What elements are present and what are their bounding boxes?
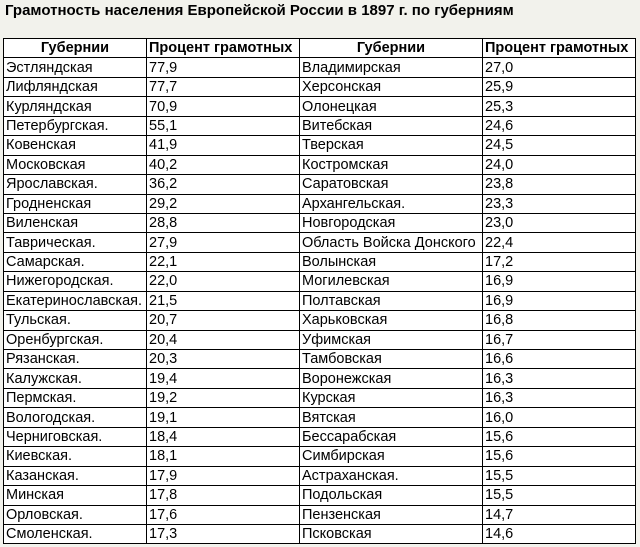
literacy-percent-cell: 17,8 xyxy=(147,486,300,505)
province-name-cell: Могилевская xyxy=(300,272,483,291)
province-name-cell: Псковская xyxy=(300,524,483,543)
header-province-1: Губернии xyxy=(4,39,147,58)
table-row xyxy=(4,194,636,213)
province-name-cell: Подольская xyxy=(300,486,483,505)
literacy-percent-cell: 24,6 xyxy=(483,116,636,135)
literacy-percent-cell: 24,5 xyxy=(483,136,636,155)
literacy-percent-cell: 15,5 xyxy=(483,486,636,505)
table-row xyxy=(4,252,636,271)
literacy-percent-cell: 16,3 xyxy=(483,369,636,388)
province-name-cell: Курская xyxy=(300,388,483,407)
province-name-cell: Орловская. xyxy=(4,505,147,524)
literacy-percent-cell: 19,1 xyxy=(147,408,300,427)
table-body xyxy=(4,58,636,544)
province-name-cell: Екатеринославская. xyxy=(4,291,147,310)
literacy-percent-cell: 17,9 xyxy=(147,466,300,485)
province-name-cell: Виленская xyxy=(4,213,147,232)
literacy-percent-cell: 20,3 xyxy=(147,350,300,369)
literacy-percent-cell: 17,3 xyxy=(147,524,300,543)
table-row xyxy=(4,388,636,407)
table-row xyxy=(4,77,636,96)
literacy-percent-cell: 19,2 xyxy=(147,388,300,407)
literacy-percent-cell: 17,6 xyxy=(147,505,300,524)
literacy-percent-cell: 23,0 xyxy=(483,213,636,232)
literacy-percent-cell: 16,0 xyxy=(483,408,636,427)
literacy-percent-cell: 77,9 xyxy=(147,58,300,77)
province-name-cell: Лифляндская xyxy=(4,77,147,96)
literacy-percent-cell: 22,1 xyxy=(147,252,300,271)
header-percent-2: Процент грамотных xyxy=(483,39,636,58)
province-name-cell: Владимирская xyxy=(300,58,483,77)
province-name-cell: Вологодская. xyxy=(4,408,147,427)
province-name-cell: Воронежская xyxy=(300,369,483,388)
province-name-cell: Ковенская xyxy=(4,136,147,155)
header-percent-1: Процент грамотных xyxy=(147,39,300,58)
literacy-percent-cell: 14,7 xyxy=(483,505,636,524)
province-name-cell: Тульская. xyxy=(4,311,147,330)
literacy-percent-cell: 23,3 xyxy=(483,194,636,213)
province-name-cell: Ярославская. xyxy=(4,175,147,194)
literacy-percent-cell: 41,9 xyxy=(147,136,300,155)
literacy-table xyxy=(3,38,636,544)
literacy-percent-cell: 77,7 xyxy=(147,77,300,96)
province-name-cell: Новгородская xyxy=(300,213,483,232)
literacy-percent-cell: 22,0 xyxy=(147,272,300,291)
literacy-percent-cell: 29,2 xyxy=(147,194,300,213)
literacy-percent-cell: 16,3 xyxy=(483,388,636,407)
literacy-percent-cell: 27,0 xyxy=(483,58,636,77)
literacy-percent-cell: 18,4 xyxy=(147,427,300,446)
province-name-cell: Архангельская. xyxy=(300,194,483,213)
province-name-cell: Курляндская xyxy=(4,97,147,116)
literacy-percent-cell: 20,7 xyxy=(147,311,300,330)
literacy-percent-cell: 16,9 xyxy=(483,291,636,310)
literacy-percent-cell: 17,2 xyxy=(483,252,636,271)
literacy-percent-cell: 55,1 xyxy=(147,116,300,135)
province-name-cell: Таврическая. xyxy=(4,233,147,252)
literacy-percent-cell: 16,6 xyxy=(483,350,636,369)
table-row xyxy=(4,427,636,446)
table-row xyxy=(4,233,636,252)
literacy-percent-cell: 15,6 xyxy=(483,427,636,446)
province-name-cell: Саратовская xyxy=(300,175,483,194)
province-name-cell: Витебская xyxy=(300,116,483,135)
province-name-cell: Симбирская xyxy=(300,447,483,466)
table-row xyxy=(4,505,636,524)
table-row xyxy=(4,311,636,330)
literacy-percent-cell: 28,8 xyxy=(147,213,300,232)
province-name-cell: Область Войска Донского xyxy=(300,233,483,252)
table-row xyxy=(4,213,636,232)
province-name-cell: Пензенская xyxy=(300,505,483,524)
table-row xyxy=(4,330,636,349)
literacy-percent-cell: 16,7 xyxy=(483,330,636,349)
province-name-cell: Киевская. xyxy=(4,447,147,466)
table-row xyxy=(4,350,636,369)
province-name-cell: Олонецкая xyxy=(300,97,483,116)
province-name-cell: Самарская. xyxy=(4,252,147,271)
province-name-cell: Костромская xyxy=(300,155,483,174)
literacy-percent-cell: 27,9 xyxy=(147,233,300,252)
province-name-cell: Черниговская. xyxy=(4,427,147,446)
page-title: Грамотность населения Европейской России в 1897 г. по губерниям xyxy=(5,2,514,19)
literacy-percent-cell: 25,9 xyxy=(483,77,636,96)
table-row xyxy=(4,466,636,485)
table-row xyxy=(4,272,636,291)
province-name-cell: Казанская. xyxy=(4,466,147,485)
province-name-cell: Волынская xyxy=(300,252,483,271)
province-name-cell: Пермская. xyxy=(4,388,147,407)
table-row xyxy=(4,155,636,174)
literacy-percent-cell: 70,9 xyxy=(147,97,300,116)
table-row xyxy=(4,58,636,77)
literacy-percent-cell: 40,2 xyxy=(147,155,300,174)
province-name-cell: Тверская xyxy=(300,136,483,155)
literacy-percent-cell: 19,4 xyxy=(147,369,300,388)
province-name-cell: Полтавская xyxy=(300,291,483,310)
literacy-percent-cell: 22,4 xyxy=(483,233,636,252)
province-name-cell: Астраханская. xyxy=(300,466,483,485)
province-name-cell: Петербургская. xyxy=(4,116,147,135)
table-row xyxy=(4,486,636,505)
literacy-percent-cell: 15,5 xyxy=(483,466,636,485)
table-row xyxy=(4,524,636,543)
literacy-percent-cell: 21,5 xyxy=(147,291,300,310)
province-name-cell: Рязанская. xyxy=(4,350,147,369)
table-row xyxy=(4,97,636,116)
province-name-cell: Калужская. xyxy=(4,369,147,388)
province-name-cell: Херсонская xyxy=(300,77,483,96)
literacy-percent-cell: 20,4 xyxy=(147,330,300,349)
literacy-percent-cell: 15,6 xyxy=(483,447,636,466)
table-row xyxy=(4,369,636,388)
header-province-2: Губернии xyxy=(300,39,483,58)
province-name-cell: Нижегородская. xyxy=(4,272,147,291)
province-name-cell: Смоленская. xyxy=(4,524,147,543)
province-name-cell: Минская xyxy=(4,486,147,505)
province-name-cell: Харьковская xyxy=(300,311,483,330)
province-name-cell: Вятская xyxy=(300,408,483,427)
table-row xyxy=(4,408,636,427)
literacy-percent-cell: 16,9 xyxy=(483,272,636,291)
province-name-cell: Тамбовская xyxy=(300,350,483,369)
table-header-row xyxy=(4,39,636,58)
province-name-cell: Московская xyxy=(4,155,147,174)
province-name-cell: Эстляндская xyxy=(4,58,147,77)
literacy-percent-cell: 18,1 xyxy=(147,447,300,466)
literacy-percent-cell: 25,3 xyxy=(483,97,636,116)
literacy-percent-cell: 23,8 xyxy=(483,175,636,194)
table-row xyxy=(4,116,636,135)
table-row xyxy=(4,136,636,155)
table-row xyxy=(4,447,636,466)
table-row xyxy=(4,175,636,194)
literacy-percent-cell: 16,8 xyxy=(483,311,636,330)
province-name-cell: Бессарабская xyxy=(300,427,483,446)
literacy-percent-cell: 24,0 xyxy=(483,155,636,174)
table-row xyxy=(4,291,636,310)
province-name-cell: Уфимская xyxy=(300,330,483,349)
literacy-percent-cell: 14,6 xyxy=(483,524,636,543)
province-name-cell: Гродненская xyxy=(4,194,147,213)
province-name-cell: Оренбургская. xyxy=(4,330,147,349)
literacy-percent-cell: 36,2 xyxy=(147,175,300,194)
